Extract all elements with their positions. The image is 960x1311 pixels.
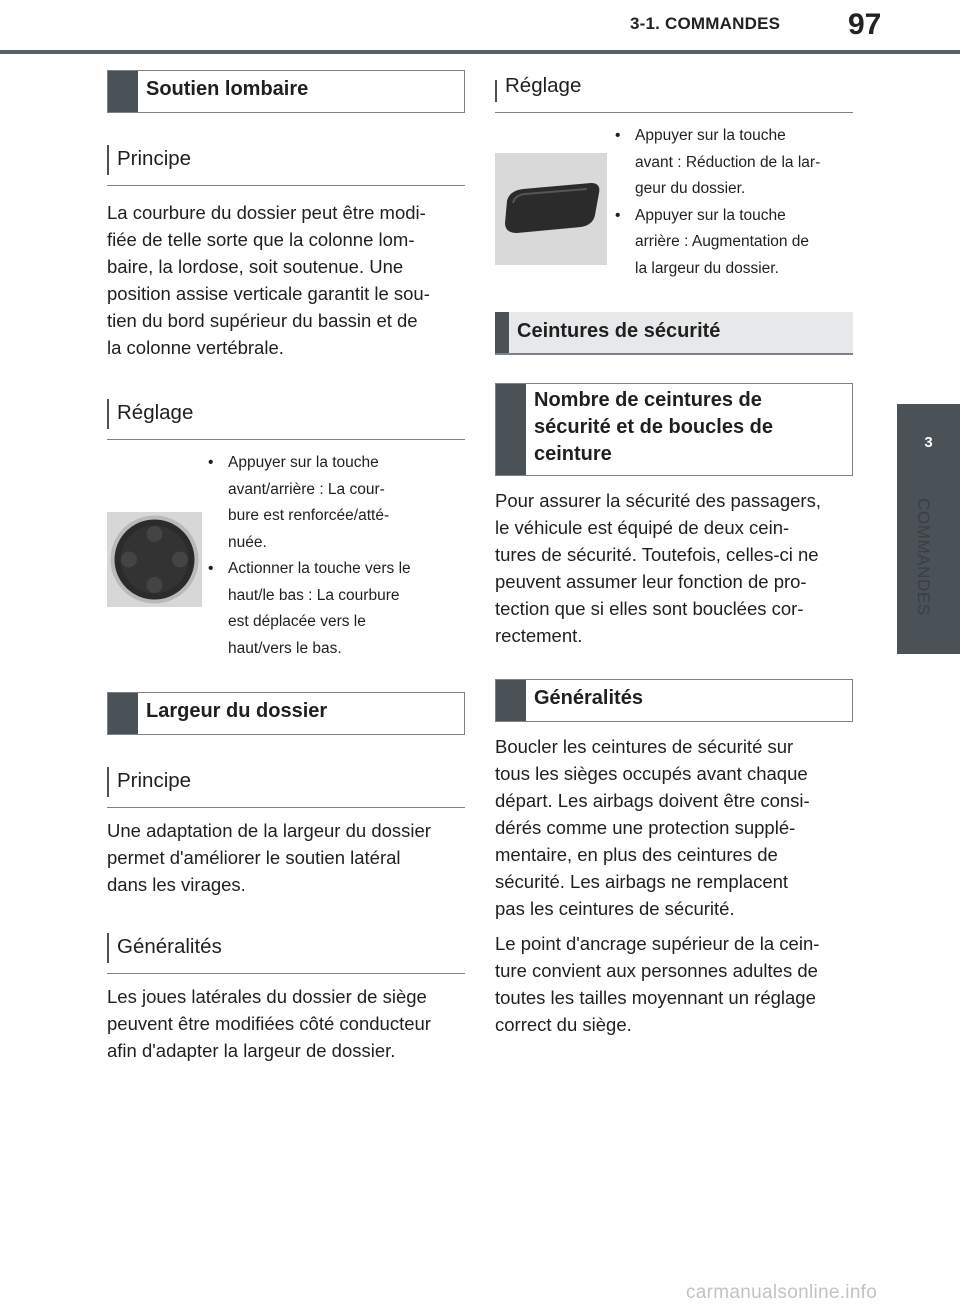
section-heading-lumbar: Soutien lombaire xyxy=(107,70,465,113)
page-number: 97 xyxy=(848,8,882,41)
lumbar-switch-icon xyxy=(107,512,202,607)
lumbar-bullets xyxy=(202,450,452,662)
paragraph-lumbar-principle: La courbure du dossier peut être modi- fiée de telle sorte que la colonne lom- baire, la lordose, soit soutenue. Une position assise verticale garantit le sou- tien du bord supérieur du bassin et de la colonne vertébrale. xyxy=(107,202,430,358)
subheading-principle: Principe xyxy=(107,135,465,186)
list-item: • Appuyer sur la touche avant/arrière : La cour- bure est renforcée/atté- nuée. xyxy=(202,450,452,556)
watermark: carmanualsonline.info xyxy=(686,1282,878,1303)
width-switch-icon xyxy=(495,153,607,265)
running-header-section: 3-1. COMMANDES xyxy=(630,14,781,33)
header-rule xyxy=(0,50,960,54)
subheading-principle: Principe xyxy=(107,757,465,808)
section-heading-width: Largeur du dossier xyxy=(107,692,465,735)
paragraph-width-general: Les joues latérales du dossier de siège peuvent être modifiées côté conducteur afin d'adapter la largeur de dossier. xyxy=(107,986,431,1061)
paragraph-belt-count: Pour assurer la sécurité des passagers, le véhicule est équipé de deux cein- tures de sécurité. Toutefois, celles-ci ne peuvent assumer leur fonction de pro- tection que si elles sont bouclées cor- rectement. xyxy=(495,490,821,646)
section-heading-belt-count: Nombre de ceintures de sécurité et de boucles de ceinture xyxy=(495,383,853,476)
paragraph-width-principle: Une adaptation de la largeur du dossier permet d'améliorer le soutien latéral dans les virages. xyxy=(107,820,431,895)
chapter-tab-number: 3 xyxy=(924,434,933,451)
section-heading-belt-general: Généralités xyxy=(495,679,853,722)
right-column xyxy=(495,70,853,1038)
list-item: • Appuyer sur la touche arrière : Augmentation de la largeur du dossier. xyxy=(609,203,853,283)
paragraph-belt-general-2: Le point d'ancrage supérieur de la cein- ture convient aux personnes adultes de toutes les tailles moyennant un réglage correct du siège. xyxy=(495,933,820,1035)
paragraph-belt-general-1: Boucler les ceintures de sécurité sur tous les sièges occupés avant chaque départ. Les airbags doivent être consi- dérés comme une protection supplé- mentaire, en plus des ceintures de sécurité. Les airbags ne remplacent pas les ceintures de sécurité. xyxy=(495,736,810,919)
subheading-adjust: Réglage xyxy=(107,389,465,440)
list-item: • Actionner la touche vers le haut/le bas : La courbure est déplacée vers le haut/vers le bas. xyxy=(202,556,452,662)
list-item: • Appuyer sur la touche avant : Réduction de la lar- geur du dossier. xyxy=(609,123,853,203)
section-heading-belts: Ceintures de sécurité xyxy=(495,312,853,355)
subheading-adjust: Réglage xyxy=(495,70,853,113)
subheading-general: Généralités xyxy=(107,923,465,974)
width-bullets xyxy=(609,123,853,282)
width-switch-image xyxy=(495,153,607,265)
left-column xyxy=(107,70,465,1064)
chapter-tab-label: COMMANDES xyxy=(914,498,933,616)
lumbar-switch-image xyxy=(107,512,202,607)
